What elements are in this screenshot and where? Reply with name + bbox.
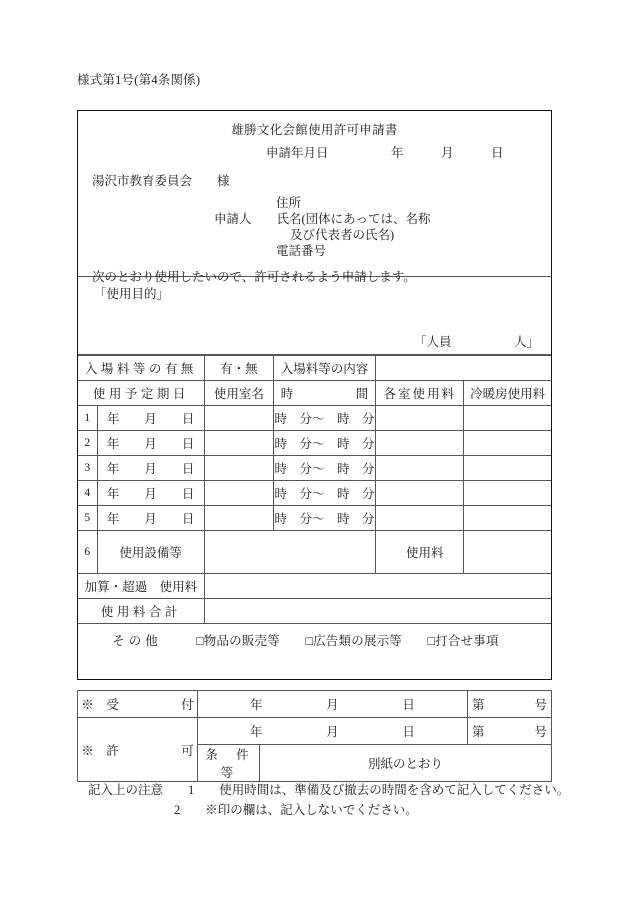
- row-number: 1: [78, 406, 97, 431]
- applicant-representative-label: 及び代表者の氏名): [290, 228, 395, 242]
- surcharge-label: 加算・超過 使用料: [78, 574, 204, 599]
- table-row: [78, 431, 551, 456]
- row-time[interactable]: 時 分〜 時 分: [273, 456, 375, 481]
- equipment-label: 使用設備等: [97, 531, 204, 574]
- row-time[interactable]: 時 分〜 時 分: [273, 481, 375, 506]
- col-header-date: 使用予定期日: [78, 381, 204, 406]
- total-label: 使用料合計: [78, 599, 204, 624]
- equipment-fee-label: 使用料: [376, 531, 464, 574]
- col-header-hvac-fee: 冷暖房使用料: [464, 381, 551, 406]
- row-date[interactable]: 年 月 日: [97, 406, 204, 431]
- receipt-row: [78, 691, 552, 718]
- col-header-room-fee: 各室使用料: [376, 381, 464, 406]
- row-date[interactable]: 年 月 日: [97, 506, 204, 531]
- application-main-frame: [77, 110, 552, 680]
- row-room-fee[interactable]: [376, 456, 464, 481]
- row-time[interactable]: 時 分〜 時 分: [273, 506, 375, 531]
- row-number: 5: [78, 506, 97, 531]
- row-room-fee[interactable]: [376, 431, 464, 456]
- receipt-number[interactable]: 第 号: [468, 691, 552, 718]
- row-room[interactable]: [204, 481, 273, 506]
- permit-row: [78, 718, 552, 745]
- receipt-date[interactable]: 年 月 日: [198, 691, 468, 718]
- table-row: [78, 506, 551, 531]
- permit-label: ※ 許 可: [78, 718, 198, 782]
- row-date[interactable]: 年 月 日: [97, 431, 204, 456]
- note-line-1: 記入上の注意 1 使用時間は、準備及び撤去の時間を含めて記入してください。: [88, 783, 570, 797]
- admission-row: [78, 356, 551, 381]
- attendee-count-label: 「人員 人」: [413, 335, 539, 349]
- condition-label: 条 件 等: [198, 745, 260, 782]
- purpose-label: 「使用目的」: [94, 287, 170, 301]
- addressee: 湯沢市教育委員会 様: [92, 174, 230, 188]
- admission-content-value[interactable]: [376, 356, 551, 381]
- col-header-room: 使用室名: [204, 381, 273, 406]
- row-number: 3: [78, 456, 97, 481]
- notes-block: [88, 780, 569, 820]
- note-line-2: 2 ※印の欄は、記入しないでください。: [174, 803, 418, 817]
- row-number: 2: [78, 431, 97, 456]
- equipment-fee-value[interactable]: [464, 531, 551, 574]
- row-room[interactable]: [204, 431, 273, 456]
- row-room[interactable]: [204, 406, 273, 431]
- row-date[interactable]: 年 月 日: [97, 456, 204, 481]
- row-room-fee[interactable]: [376, 406, 464, 431]
- admission-presence-label: 入場料等の有無: [78, 356, 204, 381]
- row-hvac-fee[interactable]: [464, 481, 551, 506]
- table-header-row: [78, 381, 551, 406]
- table-row: [78, 456, 551, 481]
- applicant-block: [78, 195, 551, 259]
- row-hvac-fee[interactable]: [464, 456, 551, 481]
- row-time[interactable]: 時 分〜 時 分: [273, 406, 375, 431]
- header-block: [78, 120, 551, 284]
- surcharge-row: [78, 574, 551, 599]
- table-row: [78, 406, 551, 431]
- total-value[interactable]: [204, 599, 551, 624]
- application-date-line: 申請年月日 年 月 日: [266, 146, 504, 160]
- receipt-label: ※ 受 付: [78, 691, 198, 718]
- admission-content-label: 入場料等の内容: [273, 356, 375, 381]
- row-room[interactable]: [204, 456, 273, 481]
- row-time[interactable]: 時 分〜 時 分: [273, 431, 375, 456]
- equipment-value[interactable]: [204, 531, 375, 574]
- other-cell: [78, 624, 551, 650]
- applicant-name-label: 申請人 氏名(団体にあっては、名称: [214, 212, 431, 226]
- equipment-row-number: 6: [78, 531, 97, 574]
- col-header-time: 時 間: [273, 381, 375, 406]
- row-hvac-fee[interactable]: [464, 406, 551, 431]
- row-date[interactable]: 年 月 日: [97, 481, 204, 506]
- permit-number[interactable]: 第 号: [468, 718, 552, 745]
- applicant-phone-label: 電話番号: [276, 244, 327, 258]
- surcharge-value[interactable]: [204, 574, 551, 599]
- page-title: 雄勝文化会館使用許可申請書: [231, 123, 398, 137]
- applicant-address-label: 住所: [276, 196, 302, 210]
- row-hvac-fee[interactable]: [464, 431, 551, 456]
- row-room[interactable]: [204, 506, 273, 531]
- equipment-row: [78, 531, 551, 574]
- purpose-block: [78, 277, 551, 355]
- row-number: 4: [78, 481, 97, 506]
- table-row: [78, 481, 551, 506]
- other-row: [78, 624, 551, 650]
- admission-presence-value[interactable]: 有・無: [204, 356, 273, 381]
- row-hvac-fee[interactable]: [464, 506, 551, 531]
- row-room-fee[interactable]: [376, 506, 464, 531]
- total-row: [78, 599, 551, 624]
- form-number: 様式第1号(第4条関係): [77, 73, 201, 87]
- official-use-table: [77, 690, 552, 782]
- other-options[interactable]: □物品の販売等 □広告類の展示等 □打合せ事項: [196, 634, 499, 648]
- application-statement: 次のとおり使用したいので、許可されるよう申請します。: [92, 270, 416, 284]
- condition-value[interactable]: 別紙のとおり: [260, 745, 552, 782]
- row-room-fee[interactable]: [376, 481, 464, 506]
- permit-date[interactable]: 年 月 日: [198, 718, 468, 745]
- other-label: その他: [112, 634, 162, 648]
- usage-details-table: [78, 355, 551, 649]
